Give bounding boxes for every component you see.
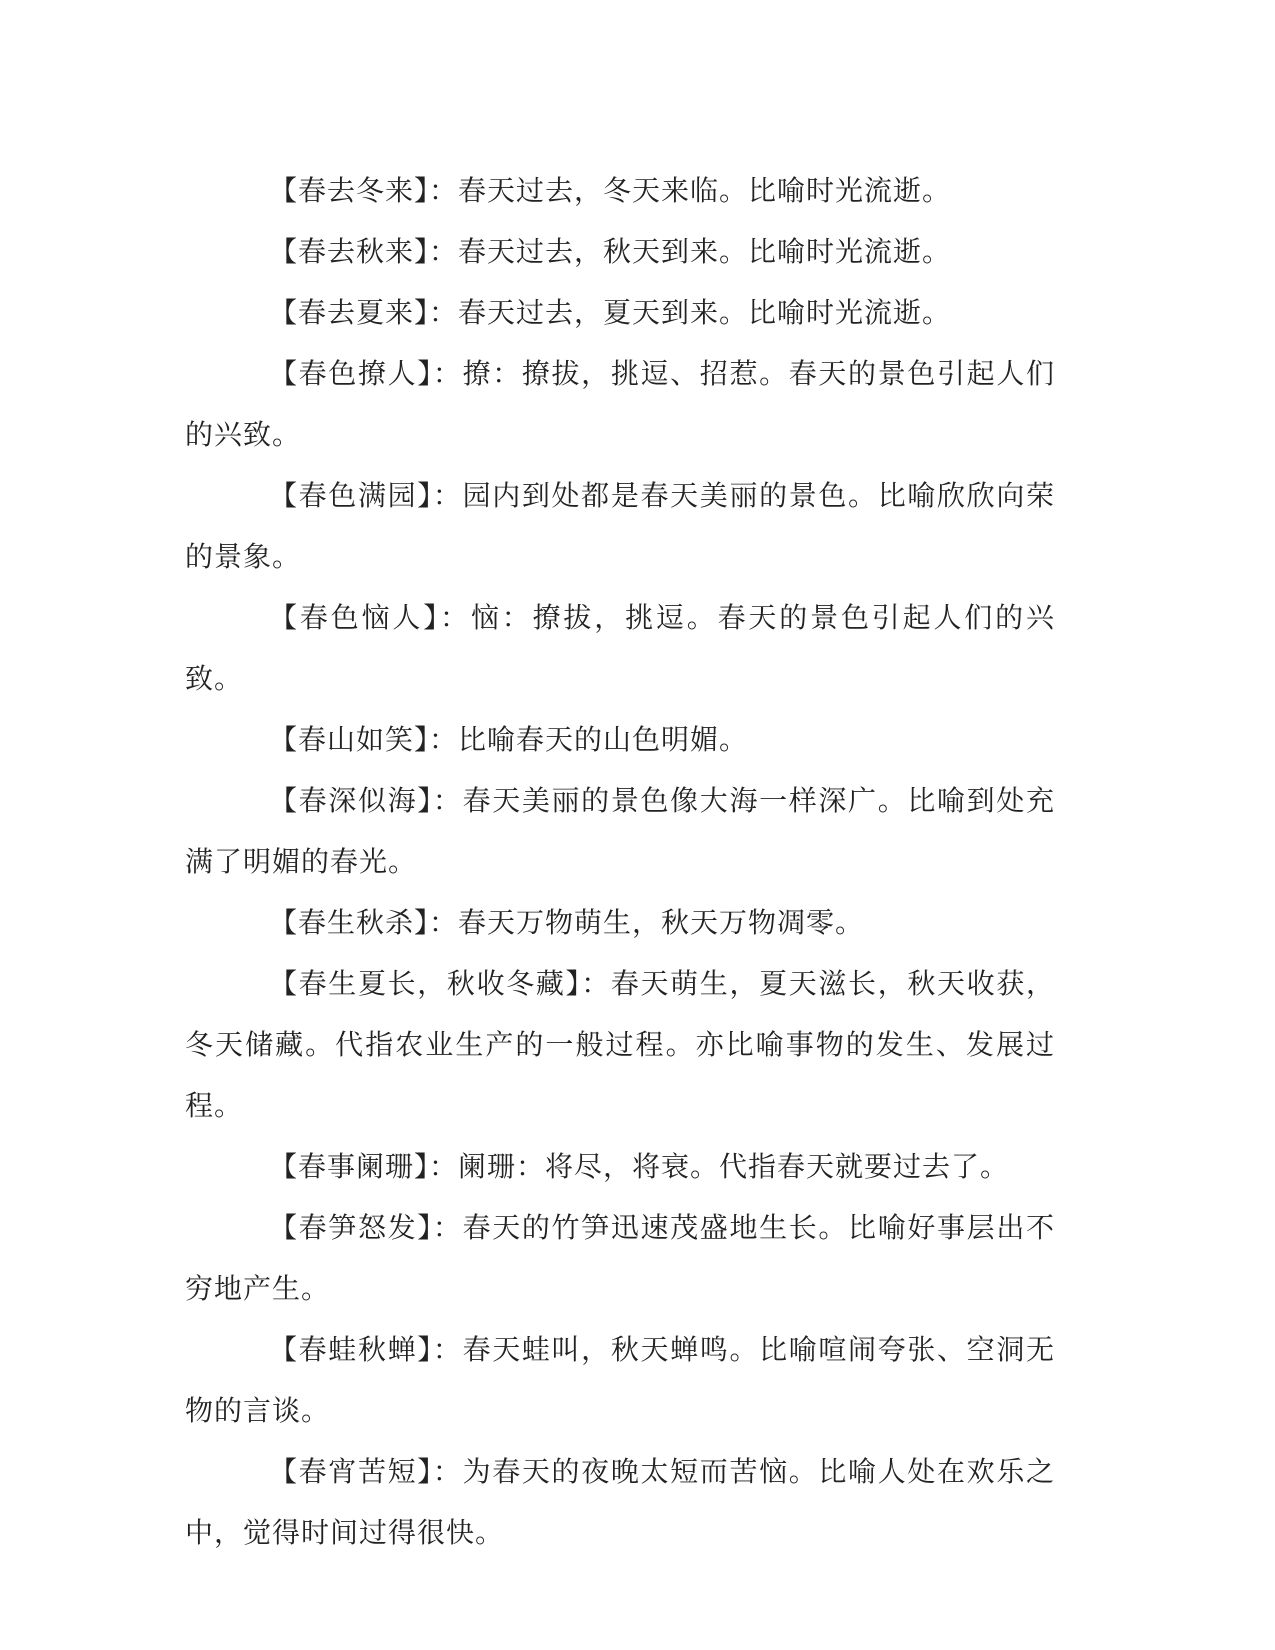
idiom-entry bbox=[185, 1441, 1055, 1563]
idiom-entry bbox=[185, 160, 1055, 221]
idiom-definition: ：比喻春天的山色明媚。 bbox=[429, 723, 749, 756]
idiom-definition: ：春天过去，秋天到来。比喻时光流逝。 bbox=[429, 235, 952, 268]
idiom-list bbox=[185, 160, 1055, 1563]
idiom-term: 【春宵苦短】 bbox=[269, 1455, 433, 1488]
idiom-entry bbox=[185, 343, 1055, 465]
idiom-term: 【春色满园】 bbox=[269, 479, 433, 512]
idiom-entry bbox=[185, 587, 1055, 709]
idiom-term: 【春去秋来】 bbox=[269, 235, 430, 268]
idiom-term: 【春生秋杀】 bbox=[269, 906, 430, 939]
idiom-definition: ：春天过去，夏天到来。比喻时光流逝。 bbox=[429, 296, 952, 329]
idiom-term: 【春深似海】 bbox=[269, 784, 433, 817]
idiom-term: 【春色恼人】 bbox=[269, 601, 441, 634]
idiom-entry bbox=[185, 1136, 1055, 1197]
idiom-term: 【春去冬来】 bbox=[269, 174, 430, 207]
idiom-definition: ：春天美丽的景色像大海一样深广。比喻到处充满了明媚的春光。 bbox=[185, 784, 1055, 878]
idiom-definition: ：春天萌生，夏天滋长，秋天收获，冬天储藏。代指农业生产的一般过程。亦比喻事物的发生、发展过程。 bbox=[185, 967, 1055, 1122]
idiom-definition: ：春天蛙叫，秋天蝉鸣。比喻喧闹夸张、空洞无物的言谈。 bbox=[185, 1333, 1055, 1427]
idiom-entry bbox=[185, 770, 1055, 892]
idiom-definition: ：春天万物萌生，秋天万物凋零。 bbox=[429, 906, 865, 939]
idiom-definition: ：为春天的夜晚太短而苦恼。比喻人处在欢乐之中，觉得时间过得很快。 bbox=[185, 1455, 1055, 1549]
idiom-term: 【春去夏来】 bbox=[269, 296, 430, 329]
idiom-entry bbox=[185, 1319, 1055, 1441]
idiom-entry bbox=[185, 221, 1055, 282]
idiom-definition: ：恼：撩拔，挑逗。春天的景色引起人们的兴致。 bbox=[185, 601, 1055, 695]
idiom-definition: ：园内到处都是春天美丽的景色。比喻欣欣向荣的景象。 bbox=[185, 479, 1055, 573]
idiom-term: 【春色撩人】 bbox=[269, 357, 433, 390]
idiom-term: 【春事阑珊】 bbox=[269, 1150, 430, 1183]
idiom-definition: ：阑珊：将尽，将衰。代指春天就要过去了。 bbox=[429, 1150, 1010, 1183]
idiom-entry bbox=[185, 709, 1055, 770]
idiom-term: 【春山如笑】 bbox=[269, 723, 430, 756]
idiom-term: 【春蛙秋蝉】 bbox=[269, 1333, 433, 1366]
idiom-entry bbox=[185, 1197, 1055, 1319]
idiom-term: 【春生夏长，秋收冬藏】 bbox=[269, 967, 582, 1000]
idiom-definition: ：春天过去，冬天来临。比喻时光流逝。 bbox=[429, 174, 952, 207]
idiom-term: 【春笋怒发】 bbox=[269, 1211, 433, 1244]
idiom-entry bbox=[185, 282, 1055, 343]
idiom-entry bbox=[185, 953, 1055, 1136]
idiom-entry bbox=[185, 465, 1055, 587]
idiom-definition: ：春天的竹笋迅速茂盛地生长。比喻好事层出不穷地产生。 bbox=[185, 1211, 1055, 1305]
idiom-definition: ：撩：撩拔，挑逗、招惹。春天的景色引起人们的兴致。 bbox=[185, 357, 1055, 451]
idiom-entry bbox=[185, 892, 1055, 953]
